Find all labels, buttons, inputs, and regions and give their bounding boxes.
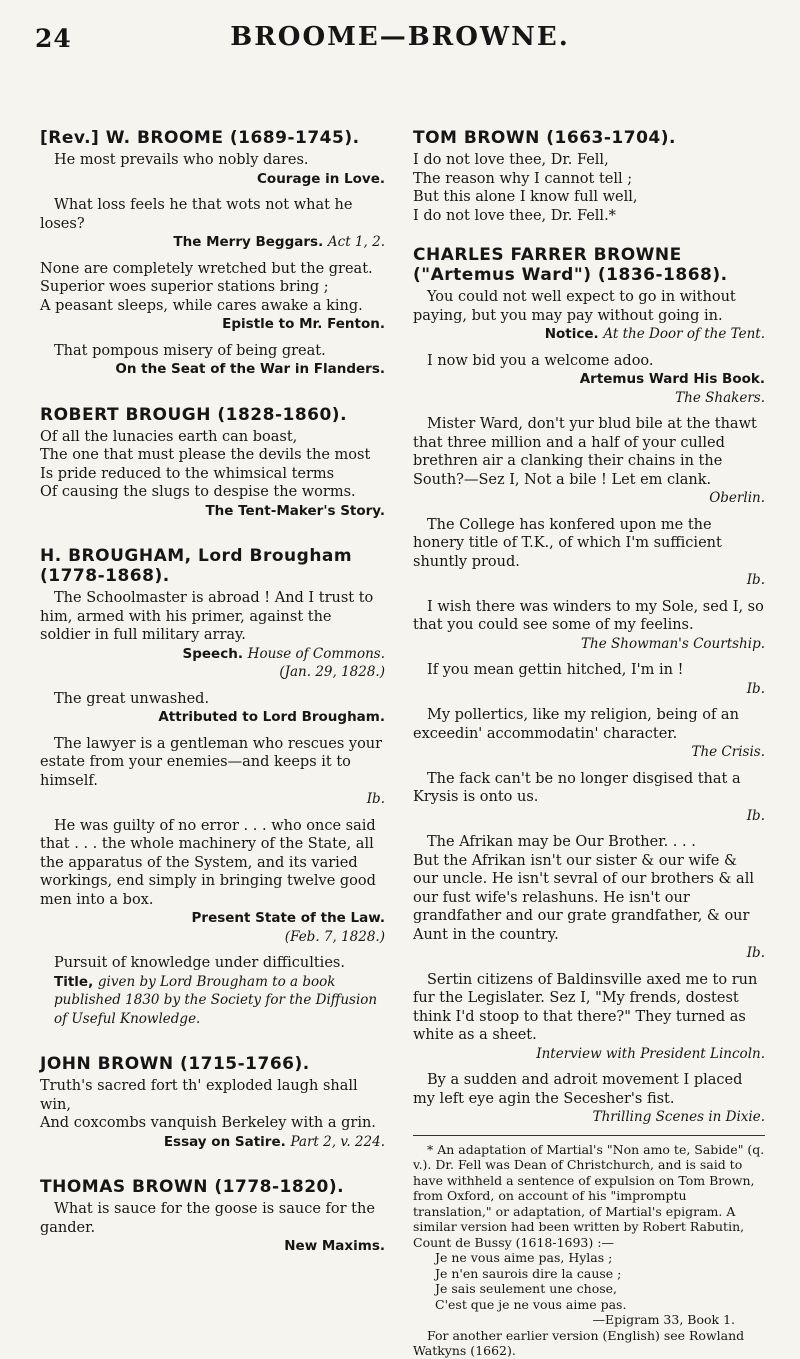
footnote (413, 1142, 765, 1359)
source: Ib. (746, 572, 765, 588)
source: On the Seat of the War in Flanders. (115, 361, 385, 377)
entry-charles-farrer-browne (413, 245, 765, 1127)
quote: Superior woes superior stations bring ; (40, 279, 329, 295)
quote: Of all the lunacies earth can boast, (40, 428, 298, 445)
source: Present State of the Law. (191, 910, 385, 926)
quote: Sertin citizens of Baldinsville axed me to run fur the Legislater. Sez I, "My frends, dostest think I'd stoop to that there?" They turned as white as a sheet. (413, 971, 758, 1043)
source: Courage in Love. (257, 170, 385, 187)
quote: The Schoolmaster is abroad ! And I trust to him, armed with his primer, against the soldier in full military array. (40, 590, 374, 643)
source: Ib. (746, 680, 765, 697)
footnote-verse: Je ne vous aime pas, Hylas ; (435, 1250, 613, 1265)
entry-brough (40, 405, 385, 521)
source: Notice. At the Door of the Tent. (544, 326, 765, 342)
quote: But this alone I know full well, (413, 189, 638, 205)
quote: I wish there was winders to my Sole, sed I, so that you could see some of my feelins. (413, 598, 764, 633)
quote: And coxcombs vanquish Berkeley with a grin. (40, 1115, 376, 1131)
footnote-text: * An adaptation of Martial's "Non amo te, Sabide" (q. v.). Dr. Fell was Dean of Christchurch, and is said to have withheld a sentence of expulsion on Tom Brown, from Oxford, on account of his "impromptu translation," or adaptation, of Martial's epigram. A similar version had been written by Robert Rabutin, Count de Bussy (1618-1693) :— (413, 1141, 765, 1250)
source: The Crisis. (691, 744, 765, 760)
quote: Pursuit of knowledge under difficulties. (54, 955, 345, 971)
left-column (40, 128, 385, 1282)
source: Title, given by Lord Brougham to a book published 1830 by the Society for the Diffusion of Useful Knowledge. (54, 973, 378, 1027)
author-heading: H. BROUGHAM, Lord Brougham (1778-1868). (40, 546, 353, 586)
source: Ib. (746, 945, 765, 961)
entry-brougham (40, 546, 385, 1028)
author-heading: JOHN BROWN (1715-1766). (40, 1054, 310, 1074)
source: Epistle to Mr. Fenton. (222, 316, 385, 332)
source: The Shakers. (675, 389, 765, 406)
quote: I do not love thee, Dr. Fell.* (413, 207, 616, 224)
source: Speech. House of Commons. (182, 645, 385, 662)
entry-broome (40, 128, 385, 379)
footnote-source: —Epigram 33, Book 1. (592, 1312, 735, 1327)
source: Ib. (366, 791, 385, 807)
source: The Tent-Maker's Story. (205, 502, 385, 519)
quote: He was guilty of no error . . . who once said that . . . the whole machinery of the State, all the apparatus of the System, and its varied workings, end simply in bringing twelve good men into a box. (40, 817, 376, 908)
source: New Maxims. (284, 1238, 385, 1254)
source: Essay on Satire. Part 2, v. 224. (163, 1133, 385, 1150)
quote: Is pride reduced to the whimsical terms (40, 465, 335, 482)
author-heading: ROBERT BROUGH (1828-1860). (40, 404, 348, 425)
quote: But the Afrikan isn't our sister & our wife & our uncle. He isn't sevral of our brothers & all our fust wife's relashuns. He isn't our grandfather and our grate grandfather, & our Aunt in the country. (413, 852, 754, 943)
quote: Truth's sacred fort th' exploded laugh shall win, (40, 1078, 358, 1113)
quote: I now bid you a welcome adoo. (427, 352, 654, 369)
quote: By a sudden and adroit movement I placed my left eye agin the Secesher's fist. (413, 1072, 743, 1107)
author-heading: TOM BROWN (1663-1704). (413, 128, 676, 148)
footnote-verse: Je sais seulement une chose, (435, 1281, 618, 1296)
running-head: BROOME—BROWNE. (230, 22, 570, 52)
quote: Mister Ward, don't yur blud bile at the thawt that three million and a half of your culled brethren air a clanking their chains in the South?—Sez I, Not a bile ! Let em clank. (413, 416, 757, 488)
footnote-text: For another earlier version (English) see Rowland Watkyns (1662). (413, 1327, 745, 1358)
quote: The fack can't be no longer disgised that a Krysis is onto us. (413, 770, 741, 805)
entry-tom-brown (413, 128, 765, 225)
quote: What is sauce for the goose is sauce for the gander. (40, 1201, 375, 1236)
right-column (413, 128, 765, 1359)
footnote-verse: C'est que je ne vous aime pas. (435, 1296, 627, 1312)
quote: My pollertics, like my religion, being of an exceedin' accommodatin' character. (413, 707, 739, 742)
source: The Showman's Courtship. (581, 635, 765, 652)
quote: The Afrikan may be Our Brother. . . . (427, 834, 696, 850)
entry-thomas-brown (40, 1177, 385, 1256)
quote: The one that must please the devils the most (40, 447, 371, 463)
quote: If you mean gettin hitched, I'm in ! (427, 662, 684, 678)
page-header (0, 0, 800, 70)
author-heading: [Rev.] W. BROOME (1689-1745). (40, 128, 360, 148)
footnote-verse: Je n'en saurois dire la cause ; (435, 1265, 622, 1281)
quote: The College has konfered upon me the honery title of T.K., of which I'm sufficient shuntly proud. (413, 516, 722, 570)
source: Thrilling Scenes in Dixie. (592, 1109, 765, 1125)
quote: That pompous misery of being great. (54, 342, 326, 359)
author-heading: THOMAS BROWN (1778-1820). (40, 1177, 345, 1197)
quote: The great unwashed. (54, 690, 210, 707)
quote: None are completely wretched but the great. (40, 260, 373, 277)
source: Attributed to Lord Brougham. (158, 709, 385, 725)
author-heading: CHARLES FARRER BROWNE ("Artemus Ward") (1836-1868). (413, 245, 728, 285)
source: The Merry Beggars. Act 1, 2. (173, 234, 385, 250)
source: Ib. (746, 807, 765, 824)
source: Interview with President Lincoln. (536, 1045, 765, 1062)
quote: I do not love thee, Dr. Fell, (413, 152, 609, 168)
quote: What loss feels he that wots not what he loses? (40, 197, 353, 232)
quote: He most prevails who nobly dares. (54, 152, 309, 168)
entry-john-brown (40, 1054, 385, 1151)
quote: You could not well expect to go in without paying, but you may pay without going in. (413, 289, 736, 324)
footnote-divider (413, 1135, 765, 1136)
quote: Of causing the slugs to despise the worms. (40, 484, 356, 500)
source-date: (Feb. 7, 1828.) (284, 928, 385, 945)
quote: The lawyer is a gentleman who rescues your estate from your enemies—and keeps it to himself. (40, 735, 383, 789)
page-number: 24 (35, 24, 72, 53)
source: Oberlin. (709, 490, 765, 506)
source-date: (Jan. 29, 1828.) (279, 664, 385, 680)
quote: The reason why I cannot tell ; (413, 170, 633, 187)
quote: A peasant sleeps, while cares awake a king. (40, 297, 363, 314)
source: Artemus Ward His Book. (579, 371, 765, 387)
